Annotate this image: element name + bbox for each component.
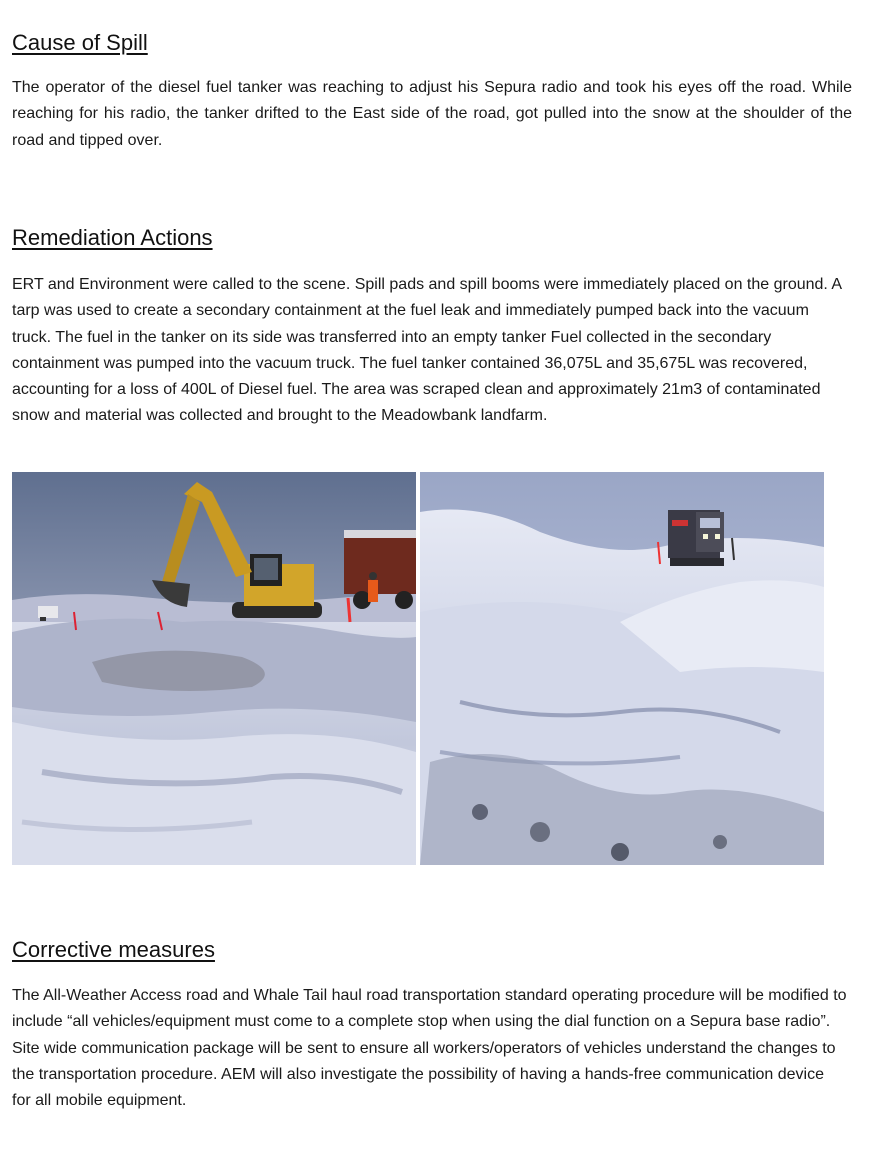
remediation-actions-heading: Remediation Actions [12,225,213,250]
excavator-photo [12,472,416,865]
cause-of-spill-text: The operator of the diesel fuel tanker was reaching to adjust his Sepura radio and took his eyes off the road. While reaching for his radio, the tanker drifted to the East side of the road, got pulled into the snow at the shoulder of the road and tipped over. [12,79,852,149]
corrective-measures-heading: Corrective measures [12,937,215,962]
excavator-photo-image [12,472,416,865]
snow-truck-photo-image [420,472,824,865]
remediation-actions-text: ERT and Environment were called to the scene. Spill pads and spill booms were immediately placed on the ground. A tarp was used to create a secondary containment at the fuel leak and immediately pumped back into the vacuum truck. The fuel in the tanker on its side was transferred into an empty tanker Fuel collected in the secondary containment was pumped into the vacuum truck. The fuel tanker contained 36,075L and 35,675L was recovered, accounting for a loss of 400L of Diesel fuel. The area was scraped clean and approximately 21m3 of contaminated snow and material was collected and brought to the Meadowbank landfarm. [12,276,842,425]
corrective-measures-text: The All-Weather Access road and Whale Tail haul road transportation standard operating procedure will be modified to include “all vehicles/equipment must come to a complete stop when using the dial function on a Sepura base radio”. Site wide communication package will be sent to ensure all workers/operators of vehicles understand the changes to the transportation procedure. AEM will also investigate the possibility of having a hands-free communication device for all mobile equipment. [12,987,847,1110]
cause-of-spill-heading: Cause of Spill [12,30,148,55]
snow-truck-photo [420,472,824,865]
